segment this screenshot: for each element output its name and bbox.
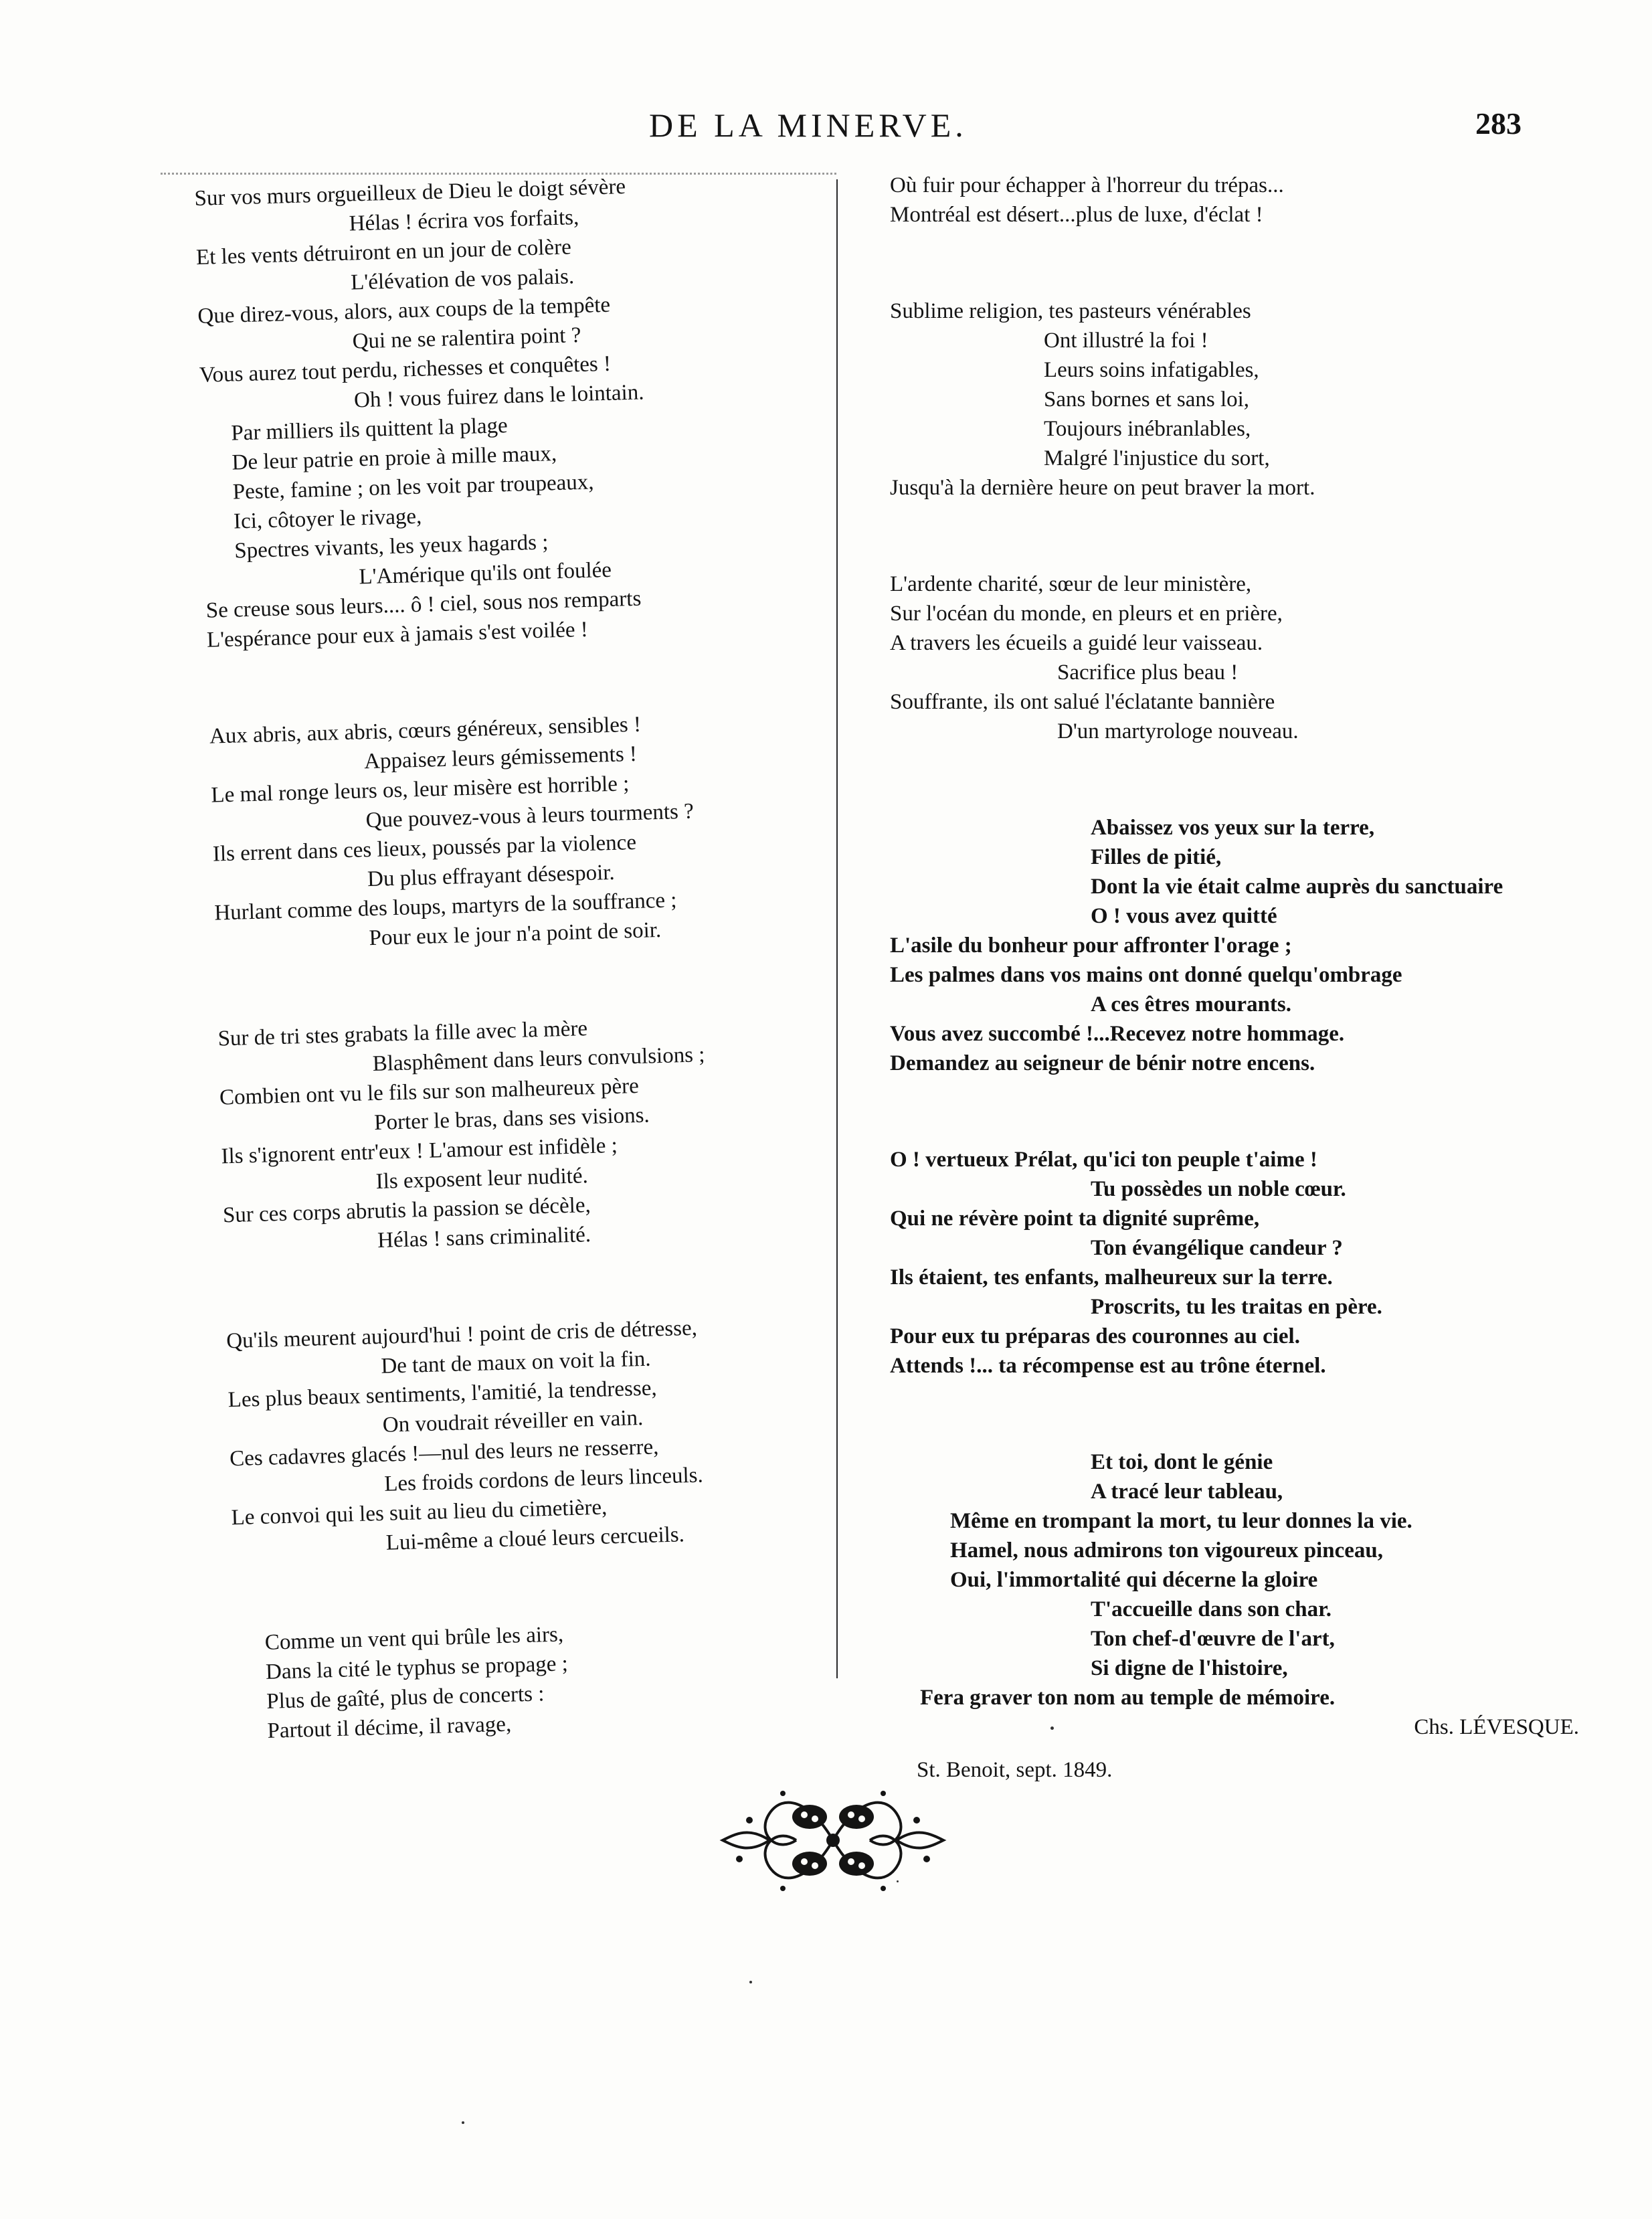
poem-line: A tracé leur tableau,: [1091, 1480, 1283, 1504]
poem-line: Proscrits, tu les traitas en père.: [1091, 1295, 1382, 1319]
poem-line: Du plus effrayant désespoir.: [367, 860, 616, 892]
poem-line: Dans la cité le typhus se propage ;: [265, 1652, 569, 1684]
poem-line: Ils étaient, tes enfants, malheureux sur la terre.: [890, 1265, 1333, 1290]
poem-line: Le mal ronge leurs os, leur misère est horrible ;: [211, 772, 630, 808]
poem-line: Et les vents détruiront en un jour de colère: [195, 235, 572, 270]
poem-line: Sur ces corps abrutis la passion se décèle,: [222, 1193, 591, 1228]
poem-line: Sur de tri stes grabats la fille avec la mère: [217, 1016, 588, 1051]
poem-line: Combien ont vu le fils sur son malheureux père: [219, 1073, 640, 1110]
stanza: [890, 569, 1599, 746]
page-header-title: DE LA MINERVE.: [649, 106, 968, 144]
poem-line: Hélas ! écrira vos forfaits,: [349, 205, 579, 236]
poem-line: Leurs soins infatigables,: [1044, 358, 1259, 382]
stanza: [890, 813, 1599, 1078]
poem-line: Ton chef-d'œuvre de l'art,: [1091, 1627, 1335, 1651]
stanza: [226, 1307, 941, 1562]
poem-line: Sur l'océan du monde, en pleurs et en prière,: [890, 602, 1283, 626]
poem-line: Ils s'ignorent entr'eux ! L'amour est infidèle ;: [221, 1133, 618, 1169]
poem-line: Plus de gaîté, plus de concerts :: [266, 1682, 545, 1714]
poem-line: Ton évangélique candeur ?: [1091, 1236, 1343, 1260]
poem-line: Sublime religion, tes pasteurs vénérables: [890, 299, 1251, 323]
poem-line: Toujours inébranlables,: [1044, 417, 1251, 441]
poem-line: Lui-même a cloué leurs cercueils.: [385, 1522, 685, 1555]
poem-line: O ! vertueux Prélat, qu'ici ton peuple t'aime !: [890, 1148, 1317, 1172]
stanza: [890, 296, 1599, 503]
poem-line: Demandez au seigneur de bénir notre encens.: [890, 1051, 1315, 1075]
poem-line: Filles de pitié,: [1091, 845, 1222, 869]
poem-line: Oh ! vous fuirez dans le lointain.: [353, 380, 644, 413]
poem-line: Ils exposent leur nudité.: [375, 1164, 589, 1194]
poem-line: Jusqu'à la dernière heure on peut braver la mort.: [890, 476, 1315, 500]
poem-line: Par milliers ils quittent la plage: [230, 414, 509, 446]
poem-line: Les froids cordons de leurs linceuls.: [383, 1463, 704, 1496]
poem-line: Peste, famine ; on les voit par troupeaux,: [232, 470, 594, 505]
poem-line: Oui, l'immortalité qui décerne la gloire: [950, 1568, 1318, 1592]
stanza: [217, 1004, 933, 1259]
poem-line: Spectres vivants, les yeux hagards ;: [234, 530, 549, 563]
poem-line: Vous avez succombé !...Recevez notre hommage.: [890, 1022, 1345, 1046]
poem-line: Qui ne se ralentira point ?: [352, 323, 581, 354]
poem-line: L'ardente charité, sœur de leur ministère,: [890, 572, 1252, 596]
poem-line: Blasphêment dans leurs convulsions ;: [372, 1043, 705, 1077]
poem-line: A travers les écueils a guidé leur vaisseau.: [890, 631, 1263, 655]
poem-line: Appaisez leurs gémissements !: [363, 741, 638, 774]
floral-ornament-icon: [709, 1773, 957, 1907]
poem-line: Hélas ! sans criminalité.: [377, 1223, 591, 1253]
poem-line: Ici, côtoyer le rivage,: [233, 504, 422, 534]
poem-line: De tant de maux on voit la fin.: [380, 1346, 652, 1379]
poem-line: Sur vos murs orgueilleux de Dieu le doigt sévère: [194, 174, 626, 211]
poem-line: Pour eux le jour n'a point de soir.: [369, 917, 662, 951]
poem-line: Malgré l'injustice du sort,: [1044, 446, 1270, 470]
poem-line: Pour eux tu préparas des couronnes au ciel.: [890, 1324, 1300, 1348]
place-date: St. Benoit, sept. 1849.: [917, 1758, 1113, 1782]
poem-line: On voudrait réveiller en vain.: [382, 1405, 644, 1437]
poem-line: Ils errent dans ces lieux, poussés par la violence: [212, 830, 637, 867]
stanza: [209, 702, 924, 957]
poem-line: Partout il décime, il ravage,: [267, 1712, 512, 1743]
poem-line: Si digne de l'histoire,: [1091, 1656, 1288, 1680]
poem-line: A ces êtres mourants.: [1091, 992, 1291, 1016]
poem-line: Sans bornes et sans loi,: [1044, 387, 1250, 412]
stanza: [890, 1447, 1599, 1712]
poem-line: Vous aurez tout perdu, richesses et conquêtes !: [199, 351, 612, 387]
poem-line: Montréal est désert...plus de luxe, d'éclat !: [890, 203, 1263, 227]
poem-line: Porter le bras, dans ses visions.: [373, 1103, 650, 1136]
poem-line: Que pouvez-vous à leurs tourments ?: [365, 799, 695, 833]
poem-line: L'élévation de vos palais.: [350, 264, 575, 295]
poem-line: Aux abris, aux abris, cœurs généreux, sensibles !: [209, 712, 642, 749]
poem-line: Ont illustré la foi !: [1044, 329, 1208, 353]
left-column: [194, 164, 949, 1813]
poem-line: Les palmes dans vos mains ont donné quelqu'ombrage: [890, 963, 1402, 987]
poem-line: Hamel, nous admirons ton vigoureux pinceau,: [950, 1538, 1383, 1563]
poem-line: Que direz-vous, alors, aux coups de la tempête: [197, 292, 611, 329]
poem-line: Comme un vent qui brûle les airs,: [264, 1622, 564, 1655]
signature: Chs. LÉVESQUE.: [1414, 1715, 1579, 1739]
stanza: [234, 1609, 947, 1747]
poem-line: L'espérance pour eux à jamais s'est voilée !: [206, 617, 589, 652]
poem-line: Sacrifice plus beau !: [1057, 660, 1238, 685]
poem-line: Où fuir pour échapper à l'horreur du trépas...: [890, 173, 1284, 197]
stanza: [890, 171, 1599, 230]
poem-line: Souffrante, ils ont salué l'éclatante bannière: [890, 690, 1275, 714]
poem-line: Fera graver ton nom au temple de mémoire.: [920, 1686, 1336, 1710]
poem-line: Qui ne révère point ta dignité suprême,: [890, 1207, 1260, 1231]
poem-line: Même en trompant la mort, tu leur donnes la vie.: [950, 1509, 1412, 1533]
page-number: 283: [1475, 106, 1522, 141]
poem-line: Les plus beaux sentiments, l'amitié, la tendresse,: [227, 1376, 658, 1413]
poem-line: O ! vous avez quitté: [1091, 904, 1277, 928]
poem-line: Abaissez vos yeux sur la terre,: [1091, 816, 1375, 840]
poem-line: Se creuse sous leurs.... ô ! ciel, sous nos remparts: [205, 586, 642, 623]
poem-line: T'accueille dans son char.: [1091, 1597, 1332, 1621]
poem-line: L'Amérique qu'ils ont foulée: [358, 557, 612, 590]
poem-line: Hurlant comme des loups, martyrs de la souffrance ;: [213, 888, 677, 925]
poem-line: D'un martyrologe nouveau.: [1057, 719, 1299, 743]
poem-line: Le convoi qui les suit au lieu du cimetière,: [231, 1495, 608, 1530]
poem-line: Qu'ils meurent aujourd'hui ! point de cris de détresse,: [225, 1316, 698, 1354]
poem-line: Dont la vie était calme auprès du sanctuaire: [1091, 875, 1503, 899]
right-column: [890, 171, 1599, 1785]
poem-line: Ces cadavres glacés !—nul des leurs ne resserre,: [229, 1435, 659, 1472]
stanza: [890, 1145, 1599, 1381]
poem-line: Et toi, dont le génie: [1091, 1450, 1273, 1474]
poem-line: Tu possèdes un noble cœur.: [1091, 1177, 1346, 1201]
right-column-stanzas: [890, 171, 1599, 1712]
poem-line: Attends !... ta récompense est au trône éternel.: [890, 1354, 1326, 1378]
stanza: [194, 164, 916, 654]
poem-line: L'asile du bonheur pour affronter l'orage ;: [890, 934, 1292, 958]
poem-line: De leur patrie en proie à mille maux,: [232, 442, 557, 475]
